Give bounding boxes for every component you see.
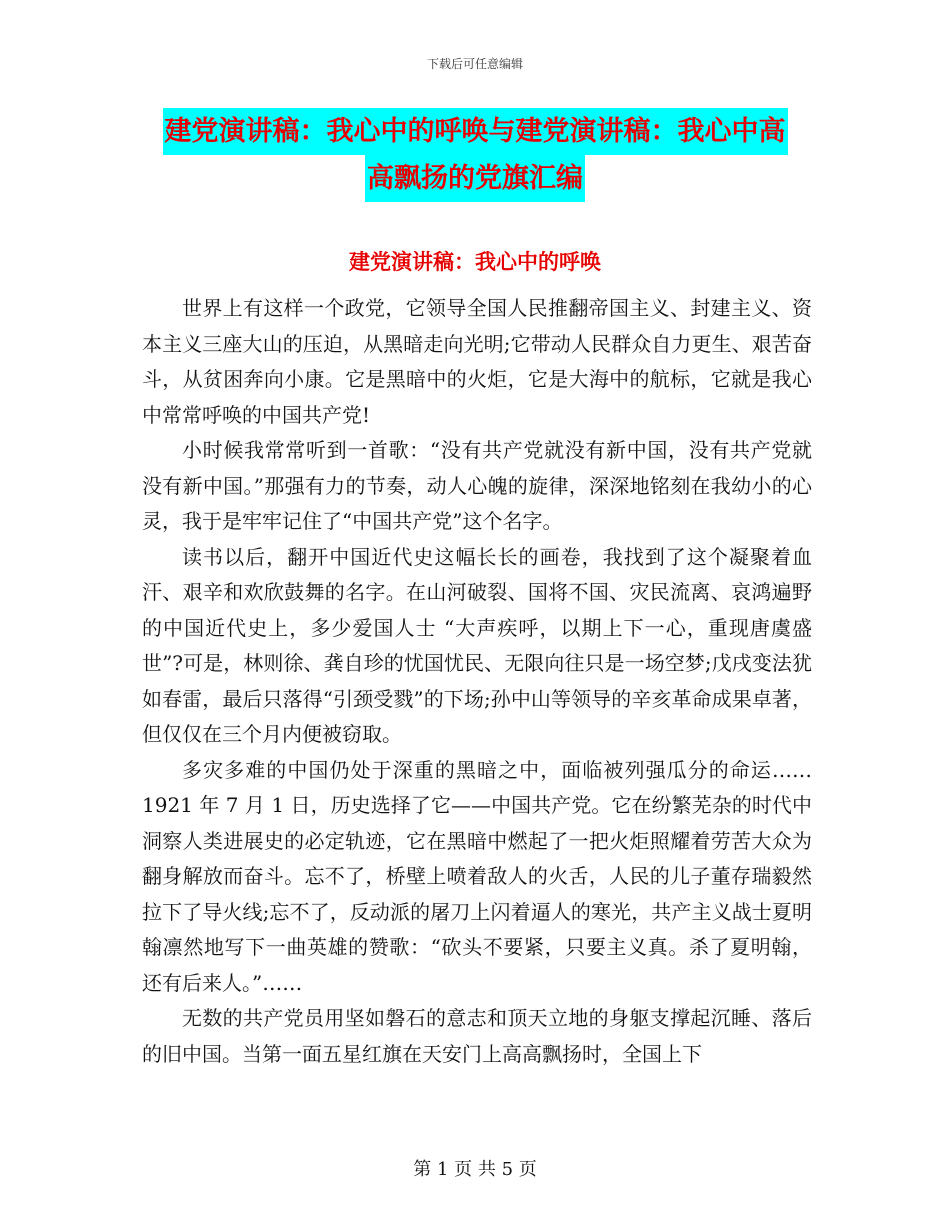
title-line-1: 建党演讲稿：我心中的呼唤与建党演讲稿：我心中高 [163, 108, 788, 155]
title-line-2: 高飘扬的党旗汇编 [365, 155, 585, 202]
page-header: 下载后可任意编辑 [426, 57, 523, 71]
section-title: 建党演讲稿：我心中的呼唤 [349, 250, 601, 274]
paragraph: 读书以后，翻开中国近代史这幅长长的画卷，我找到了这个凝聚着血汗、艰辛和欢欣鼓舞的名字。在山河破裂、国将不国、灾民流离、哀鸿遍野的中国近代史上，多少爱国人士 “大声疾呼，以期上下一心，重现唐虞盛世”?可是，林则徐、龚自珍的忧国忧民、无限向往只是一场空梦;戊戌变法犹如春雷，最后只落得“引颈受戮”的下场;孙中山等领导的辛亥革命成果卓著，但仅仅在三个月内便被窃取。 [142, 544, 812, 746]
page-footer: 第 1 页 共 5 页 [413, 1159, 537, 1180]
paragraph: 多灾多难的中国仍处于深重的黑暗之中，面临被列强瓜分的命运…… 1921 年 7 月 1 日，历史选择了它——中国共产党。它在纷繁芜杂的时代中洞察人类进展史的必定轨迹，它在黑暗中燃起了一把火炬照耀着劳苦大众为翻身解放而奋斗。忘不了，桥壁上喷着敌人的火舌，人民的儿子董存瑞毅然拉下了导火线;忘不了，反动派的屠刀上闪着逼人的寒光，共产主义战士夏明翰凛然地写下一曲英雄的赞歌：“砍头不要紧，只要主义真。杀了夏明翰，还有后来人。”…… [142, 757, 812, 995]
paragraph: 小时候我常常听到一首歌：“没有共产党就没有新中国，没有共产党就没有新中国。”那强有力的节奏，动人心魄的旋律，深深地铭刻在我幼小的心灵，我于是牢牢记住了“中国共产党”这个名字。 [142, 438, 812, 533]
body-text [142, 291, 812, 1072]
document-title [0, 108, 950, 202]
paragraph: 无数的共产党员用坚如磐石的意志和顶天立地的身躯支撑起沉睡、落后的旧中国。当第一面五星红旗在天安门上高高飘扬时，全国上下 [142, 1006, 812, 1066]
paragraph: 世界上有这样一个政党，它领导全国人民推翻帝国主义、封建主义、资本主义三座大山的压迫，从黑暗走向光明;它带动人民群众自力更生、艰苦奋斗，从贫困奔向小康。它是黑暗中的火炬，它是大海中的航标，它就是我心中常常呼唤的中国共产党! [142, 296, 812, 427]
